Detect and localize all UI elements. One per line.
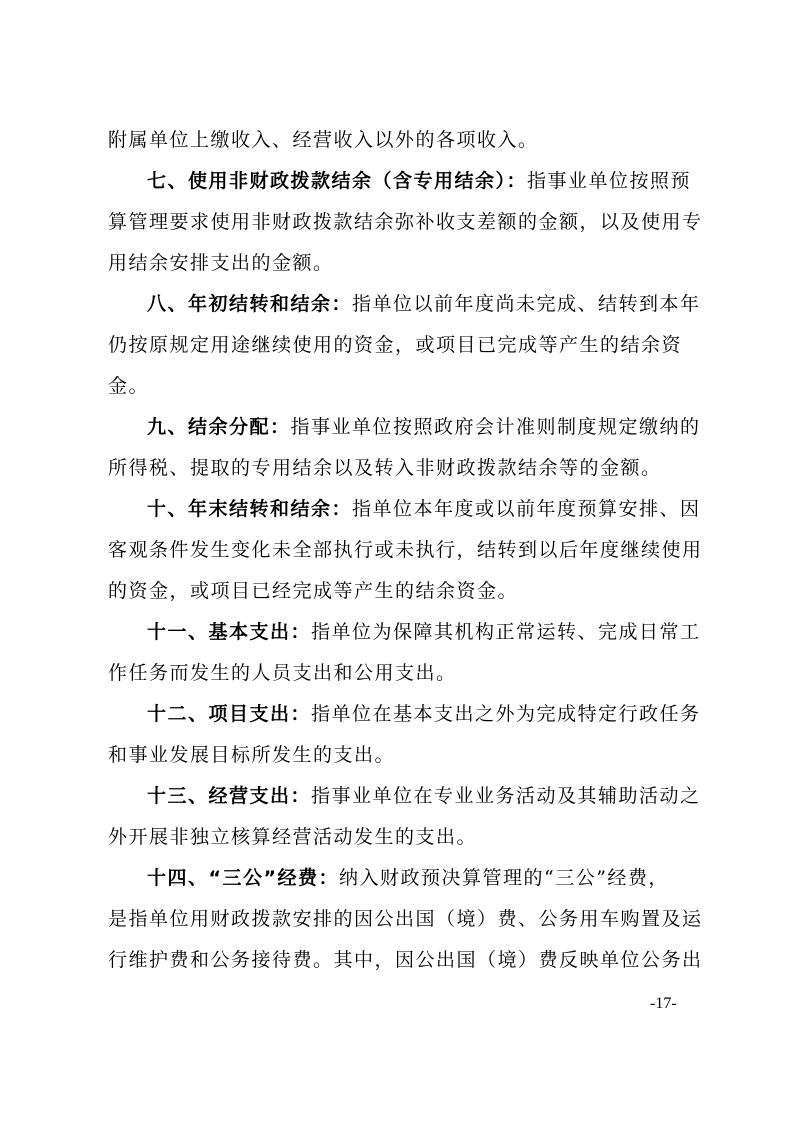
section-term: 十三、经营支出： [147, 785, 312, 807]
line-text: 指事业单位在专业业务活动及其辅助活动之 [311, 785, 701, 807]
text-line [108, 576, 708, 606]
text-line [108, 330, 708, 360]
section-term: 七、使用非财政拨款结余（含专用结余）： [147, 170, 528, 192]
line-text: 纳入财政预决算管理的“三公”经费， [338, 867, 669, 889]
text-line [108, 371, 708, 401]
line-text: 和事业发展目标所发生的支出。 [108, 744, 396, 766]
line-text: 作任务而发生的人员支出和公用支出。 [108, 662, 457, 684]
line-text: 客观条件发生变化未全部执行或未执行，结转到以后年度继续使用 [108, 539, 703, 561]
text-line [108, 822, 708, 852]
line-text: 外开展非独立核算经营活动发生的支出。 [108, 826, 478, 848]
paragraph-first-line [147, 781, 708, 811]
section-term: 十、年末结转和结余： [147, 498, 353, 520]
section-term: 十二、项目支出： [147, 703, 312, 725]
section-term: 十一、基本支出： [147, 621, 312, 643]
paragraph-first-line [147, 699, 708, 729]
text-line [108, 658, 708, 688]
paragraph-first-line [147, 863, 708, 893]
line-text: 仍按原规定用途继续使用的资金，或项目已完成等产生的结余资 [108, 334, 683, 356]
line-text: 指单位为保障其机构正常运转、完成日常工 [311, 621, 701, 643]
paragraph-first-line [147, 166, 708, 196]
text-line [108, 904, 708, 934]
line-text: 指单位在基本支出之外为完成特定行政任务 [311, 703, 701, 725]
text-line [108, 207, 708, 237]
line-text: 金。 [108, 375, 150, 397]
line-text: 指事业单位按照预 [527, 170, 692, 192]
page-number: -17- [650, 995, 677, 1012]
paragraph-first-line [147, 494, 708, 524]
paragraph-first-line [147, 289, 708, 319]
line-text: 算管理要求使用非财政拨款结余弥补收支差额的金额，以及使用专 [108, 211, 703, 233]
line-text: 行维护费和公务接待费。其中，因公出国（境）费反映单位公务出 [108, 949, 703, 971]
line-text: 指单位以前年度尚未完成、结转到本年 [352, 293, 701, 315]
text-line [108, 945, 708, 975]
text-line [108, 535, 708, 565]
line-text: 所得税、提取的专用结余以及转入非财政拨款结余等的金额。 [108, 457, 662, 479]
section-term: 十四、“三公”经费： [147, 867, 339, 889]
text-line [108, 125, 708, 155]
line-text: 用结余安排支出的金额。 [108, 252, 334, 274]
text-line [108, 453, 708, 483]
text-line [108, 740, 708, 770]
line-text: 的资金，或项目已经完成等产生的结余资金。 [108, 580, 519, 602]
line-text: 指事业单位按照政府会计准则制度规定缴纳的 [290, 416, 701, 438]
text-line [108, 248, 708, 278]
line-text: 附属单位上缴收入、经营收入以外的各项收入。 [108, 129, 539, 151]
paragraph-first-line [147, 617, 708, 647]
paragraph-first-line [147, 412, 708, 442]
section-term: 八、年初结转和结余： [147, 293, 353, 315]
line-text: 指单位本年度或以前年度预算安排、因 [352, 498, 701, 520]
section-term: 九、结余分配： [147, 416, 291, 438]
line-text: 是指单位用财政拨款安排的因公出国（境）费、公务用车购置及运 [108, 908, 703, 930]
